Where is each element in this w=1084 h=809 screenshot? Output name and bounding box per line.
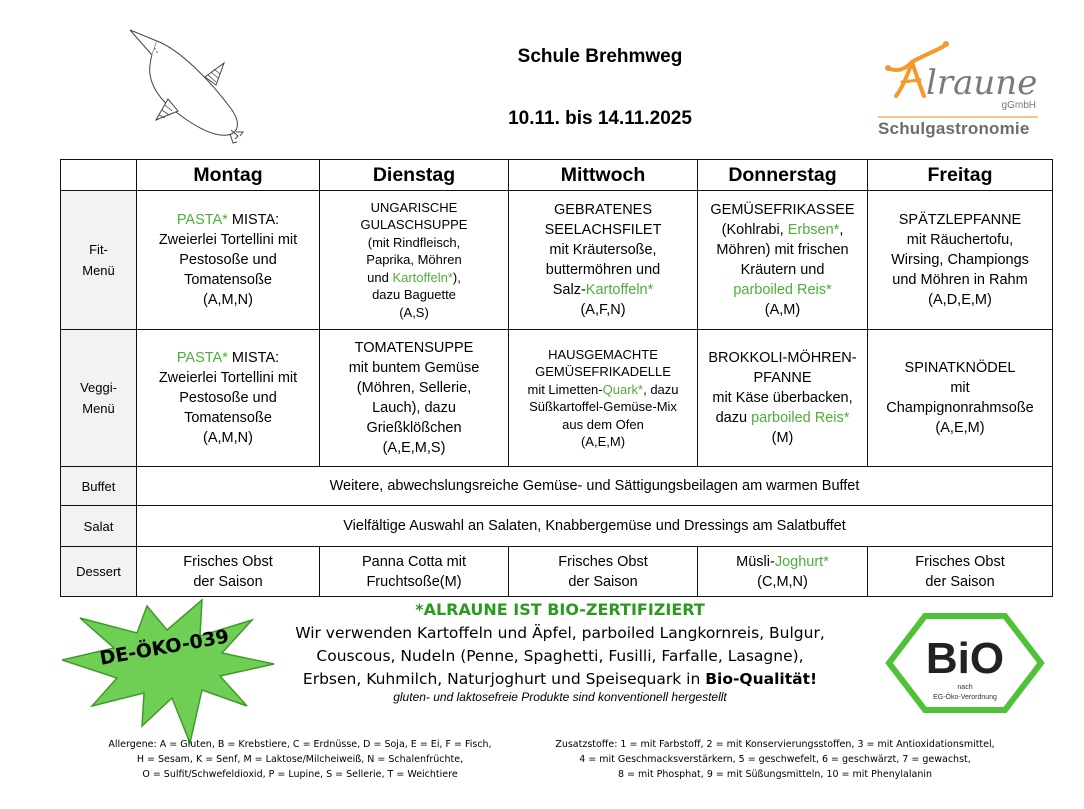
bio-certification-block [280,600,840,704]
bio-seal-word: BiO [925,634,1005,683]
bio-ingredient: Kartoffeln* [392,269,453,285]
dish-cell [137,191,320,330]
dish-text: , [839,222,844,238]
dish-text: Möhren) mit frischen [716,242,849,258]
dessert-cell [320,547,509,597]
dish-cell [137,330,320,467]
row-label-fit [61,191,137,330]
dish-text: Grießklößchen [366,420,462,436]
dessert-cell [137,547,320,597]
row-label-salat: Salat [61,506,137,547]
day-header-dienstag: Dienstag [320,160,509,191]
dish-text: (Möhren, Sellerie, [356,380,472,396]
alraune-wordmark-icon [882,36,1048,106]
dish-text: (mit Rindfleisch, [367,234,461,250]
dish-text: (A,D,E,M) [928,292,992,308]
dish-text: MISTA: [227,212,280,228]
allergen-legend [90,737,510,782]
bio-seal-sub: EG-Öko-Verordnung [933,694,997,701]
dish-text: (A,F,N) [580,302,626,318]
dish-text: Müsli- [736,553,775,570]
school-title: Schule Brehmweg [517,46,683,67]
menu-table [60,159,1053,597]
logo-subtitle: Schulgastronomie [878,119,1030,138]
bio-ingredient: PASTA* [176,212,228,228]
allergen-line: H = Sesam, K = Senf, M = Laktose/Milcheiweiß, N = Schalenfrüchte, [136,754,464,765]
bio-line [280,668,840,691]
dish-text: (A,E,M) [935,420,985,436]
certification-code: DE-ÖKO-039 [98,625,231,670]
dish-text: Paprika, Möhren [366,252,462,268]
fit-menu-row [61,191,1053,330]
bio-ingredient: Quark* [602,381,644,397]
dish-text: SPÄTZLEPFANNE [898,212,1022,228]
bio-ingredient: Kartoffeln* [585,282,654,298]
bio-headline: *ALRAUNE IST BIO-ZERTIFIZIERT [415,600,705,619]
dish-text: (A,M) [764,302,801,318]
dish-text: dazu Baguette [372,287,456,303]
dessert-cell [868,547,1053,597]
additive-line: 8 = mit Phosphat, 9 = mit Süßungsmitteln, 10 = mit Phenylalanin [617,769,933,780]
veggi-menu-row [61,330,1053,467]
dish-text: ), [452,269,461,285]
additive-line: 4 = mit Geschmacksverstärkern, 5 = geschwefelt, 6 = geschwärzt, 7 = gewachst, [579,754,971,765]
bio-seal-sub: nach [957,684,973,691]
dish-text: mit [950,380,970,396]
day-header-donnerstag: Donnerstag [698,160,868,191]
dish-text: Frisches Obst [183,553,273,570]
dish-text: (C,M,N) [757,573,808,590]
dish-cell [320,191,509,330]
bio-seal-icon [885,613,1045,713]
certification-star-icon [62,598,277,748]
dish-cell [868,330,1053,467]
dish-text: Süßkartoffel-Gemüse-Mix [529,399,677,414]
dessert-cell [509,547,698,597]
bio-ingredient: parboiled Reis* [751,410,850,426]
dish-text: HAUSGEMACHTE [548,346,658,362]
dish-text: SPINATKNÖDEL [904,360,1016,376]
dish-text: UNGARISCHE [370,199,458,215]
dish-text: (M) [771,430,794,446]
dish-text: MISTA: [227,350,280,366]
row-label-veggi [61,330,137,467]
dish-text: Kräutern und [740,262,825,278]
dish-text: Frisches Obst [915,553,1005,570]
dish-text: Pestosoße und [179,252,277,268]
row-label-line: Fit- [89,242,108,257]
dish-text: mit Räuchertofu, [906,232,1014,248]
bio-ingredient: Erbsen* [787,222,840,238]
dish-text: mit Käse überbacken, [712,390,853,406]
row-label-line: Veggi- [80,380,117,395]
dessert-row [61,547,1053,597]
dish-cell [698,191,868,330]
dish-text: mit buntem Gemüse [348,360,480,376]
dish-text: (A,M,N) [203,430,253,446]
dish-cell [320,330,509,467]
alraune-logo [872,30,1048,142]
dish-text: der Saison [193,573,263,590]
dish-text: Frisches Obst [558,553,648,570]
dish-text: dazu [715,410,752,426]
dish-text: TOMATENSUPPE [354,340,474,356]
day-header-freitag: Freitag [868,160,1053,191]
bio-line: Couscous, Nudeln (Penne, Spaghetti, Fusilli, Farfalle, Lasagne), [316,647,804,665]
dish-text: Panna Cotta mit [362,553,466,570]
dish-cell [509,191,698,330]
allergen-line: Allergene: A = Gluten, B = Krebstiere, C = Erdnüsse, D = Soja, E = Ei, F = Fisch, [108,739,492,750]
row-label-line: Menü [82,263,115,278]
dish-text: GEMÜSEFRIKADELLE [535,364,671,379]
dish-text: Tomatensoße [184,272,272,288]
dish-cell [698,330,868,467]
bird-drawing-icon [120,25,260,150]
dish-text: SEELACHSFILET [544,222,662,238]
dish-text: GEMÜSEFRIKASSEE [710,202,855,218]
dish-text: der Saison [568,573,638,590]
additive-line: Zusatzstoffe: 1 = mit Farbstoff, 2 = mit Konservierungsstoffen, 3 = mit Antioxidationsmittel, [555,739,995,750]
dish-text: und Möhren in Rahm [892,272,1028,288]
dish-text: buttermöhren und [545,262,661,278]
dish-text: mit Limetten- [527,381,603,397]
date-range: 10.11. bis 14.11.2025 [508,108,692,129]
dish-text: mit Kräutersoße, [549,242,657,258]
dish-text: BROKKOLI-MÖHREN- [708,350,857,366]
day-header-mittwoch: Mittwoch [509,160,698,191]
day-header-montag: Montag [137,160,320,191]
dish-text: (A,M,N) [203,292,253,308]
bio-quality-emphasis: Bio-Qualität! [705,670,818,688]
buffet-text: Weitere, abwechslungsreiche Gemüse- und Sättigungsbeilagen am warmen Buffet [137,467,1053,506]
logo-gmbh: gGmbH [1001,100,1036,111]
bio-line-text: Erbsen, Kuhmilch, Naturjoghurt und Speisequark in [302,670,706,688]
bio-ingredient: PASTA* [176,350,228,366]
dish-text: GULASCHSUPPE [360,217,468,233]
bio-body [280,622,840,691]
conventional-note: gluten- und laktosefreie Produkte sind konventionell hergestellt [393,690,727,704]
row-label-dessert: Dessert [61,547,137,597]
dish-text: Wirsing, Championgs [891,252,1029,268]
dish-text: aus dem Ofen [562,416,644,432]
dish-text: Champignonrahmsoße [886,400,1034,416]
row-label-buffet: Buffet [61,467,137,506]
svg-text:lraune: lraune [926,63,1038,103]
dish-text: Zweierlei Tortellini mit [158,370,298,386]
dish-text: PFANNE [753,370,812,386]
dish-cell [868,191,1053,330]
dish-text: Tomatensoße [184,410,272,426]
salat-row [61,506,1053,547]
dish-text: Salz- [552,282,586,298]
salat-text: Vielfältige Auswahl an Salaten, Knabbergemüse und Dressings am Salatbuffet [137,506,1053,547]
row-label-line: Menü [82,401,115,416]
corner-cell [61,160,137,191]
dish-text: und [367,269,393,285]
bio-ingredient: Joghurt* [774,553,829,570]
dish-text: (A,E,M,S) [382,440,446,456]
dish-text: Fruchtsoße(M) [366,573,462,590]
dish-text: Pestosoße und [179,390,277,406]
dessert-cell [698,547,868,597]
logo-divider [878,116,1038,118]
bio-line: Wir verwenden Kartoffeln und Äpfel, parboiled Langkornreis, Bulgur, [295,624,825,642]
dish-text: , dazu [643,381,679,397]
dish-text: (Kohlrabi, [721,222,788,238]
dish-text: (A,S) [399,304,429,320]
header-row [61,160,1053,191]
dish-text: (A,E,M) [580,434,626,449]
buffet-row [61,467,1053,506]
additives-legend [555,737,995,782]
dish-text: der Saison [925,573,995,590]
allergen-line: O = Sulfit/Schwefeldioxid, P = Lupine, S = Sellerie, T = Weichtiere [142,769,458,780]
bio-ingredient: parboiled Reis* [733,282,832,298]
dish-cell [509,330,698,467]
dish-text: Lauch), dazu [372,400,456,416]
dish-text: Zweierlei Tortellini mit [158,232,298,248]
dish-text: GEBRATENES [553,202,653,218]
